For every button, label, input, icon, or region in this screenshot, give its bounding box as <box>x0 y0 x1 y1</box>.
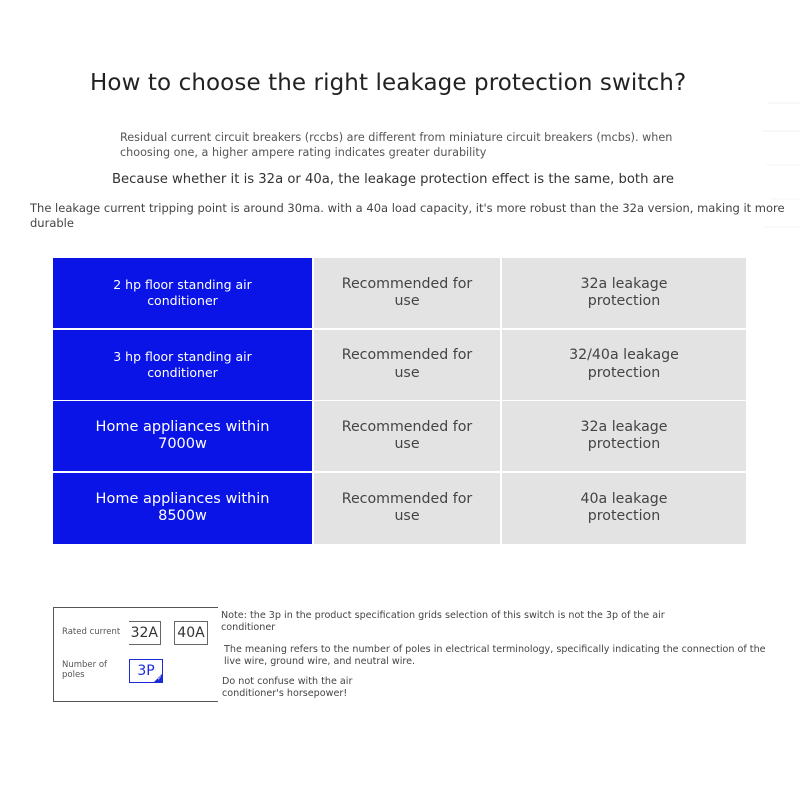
number-of-poles-label: Number of poles <box>62 660 108 680</box>
option-32a-label: 32A <box>130 625 158 641</box>
note-horsepower-warning: Do not confuse with the air conditioner's horsepower! <box>222 676 353 699</box>
table-row-protection <box>500 258 746 328</box>
check-icon: ✓ <box>156 675 162 682</box>
page-title: How to choose the right leakage protection switch? <box>90 70 687 96</box>
table-row-appliance <box>53 330 312 400</box>
recommendation-label: Recommended for use <box>341 275 473 309</box>
table-row-recommendation <box>312 330 500 400</box>
option-3p-label: 3P <box>137 663 155 679</box>
decorative-lines <box>760 95 800 235</box>
product-spec-selector <box>53 607 218 702</box>
table-row-appliance <box>53 401 312 471</box>
table-row-recommendation <box>312 473 500 544</box>
intro-paragraph-tripping: The leakage current tripping point is around 30ma. with a 40a load capacity, it's more robust than the 32a version, making it more durable <box>30 201 785 230</box>
recommendation-label: Recommended for use <box>341 347 473 381</box>
option-3p-selected[interactable] <box>129 659 163 683</box>
option-32a[interactable] <box>129 621 161 645</box>
table-row-recommendation <box>312 258 500 328</box>
protection-recommendation-table <box>53 258 746 543</box>
table-row-appliance <box>53 473 312 544</box>
recommendation-label: Recommended for use <box>341 490 473 524</box>
appliance-label: Home appliances within 8500w <box>95 491 270 524</box>
appliance-label: Home appliances within 7000w <box>95 419 270 452</box>
protection-label: 32/40a leakage protection <box>569 347 679 381</box>
note-3p-meaning: Note: the 3p in the product specification grids selection of this switch is not the 3p of the air conditioner <box>221 610 665 633</box>
protection-label: 32a leakage protection <box>580 418 668 452</box>
table-row-protection <box>500 473 746 544</box>
protection-label: 32a leakage protection <box>580 275 668 309</box>
appliance-label: 3 hp floor standing air conditioner <box>113 348 252 380</box>
note-poles-explanation: The meaning refers to the number of poles in electrical terminology, specifically indicating the connection of the live wire, ground wire, and neutral wire. <box>224 644 766 667</box>
table-row-protection <box>500 330 746 400</box>
intro-paragraph-effect: Because whether it is 32a or 40a, the leakage protection effect is the same, both are <box>112 172 674 187</box>
protection-label: 40a leakage protection <box>580 490 668 524</box>
appliance-label: 2 hp floor standing air conditioner <box>113 277 252 308</box>
rated-current-label: Rated current <box>62 627 121 637</box>
recommendation-label: Recommended for use <box>341 418 473 452</box>
option-40a[interactable] <box>174 621 208 645</box>
intro-paragraph-rccb: Residual current circuit breakers (rccbs) are different from miniature circuit breakers (mcbs). when choosing one, a higher ampere rating indicates greater durability <box>120 131 673 159</box>
table-row-recommendation <box>312 401 500 471</box>
option-40a-label: 40A <box>177 625 205 641</box>
table-row-protection <box>500 401 746 471</box>
table-row-appliance <box>53 258 312 328</box>
